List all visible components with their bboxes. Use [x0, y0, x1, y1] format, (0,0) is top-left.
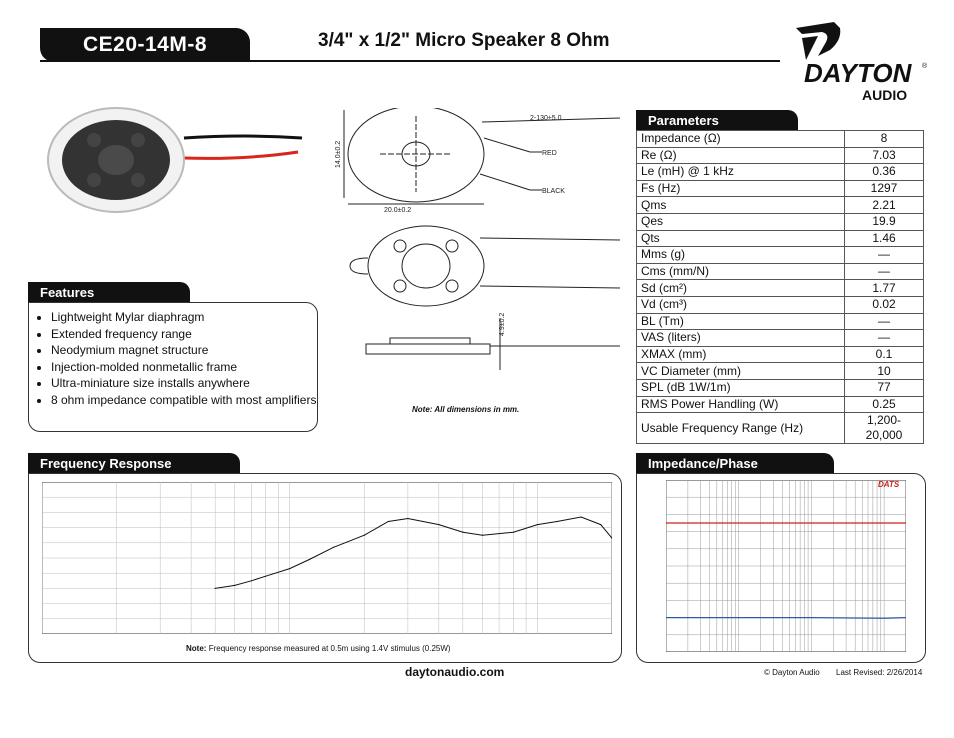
parameter-value: — — [845, 313, 924, 330]
parameter-value: 10 — [845, 363, 924, 380]
response-point — [289, 568, 290, 569]
page-title: 3/4" x 1/2" Micro Speaker 8 Ohm — [318, 30, 610, 51]
parameter-value: 8 — [845, 131, 924, 148]
frequency-response-chart — [42, 482, 612, 634]
feature-item: • 8 ohm impedance compatible with most amplifiers — [51, 392, 317, 409]
logo-dayton: DAYTON — [804, 58, 912, 88]
response-point — [438, 524, 439, 525]
parameter-value: 7.03 — [845, 147, 924, 164]
response-point — [364, 535, 365, 536]
parameter-label: Re (Ω) — [637, 147, 845, 164]
response-point — [388, 521, 389, 522]
parameter-row — [637, 363, 924, 380]
parameter-row — [637, 147, 924, 164]
feature-item: • Ultra-miniature size installs anywhere — [51, 375, 317, 392]
impedance-phase-tab-label: Impedance/Phase — [648, 455, 758, 471]
parameter-value: 19.9 — [845, 213, 924, 230]
parameter-label: Usable Frequency Range (Hz) — [637, 413, 845, 444]
response-point — [462, 532, 463, 533]
product-photo — [44, 104, 304, 222]
response-point — [600, 524, 601, 525]
parameter-row — [637, 296, 924, 313]
frequency-response-note — [186, 644, 451, 653]
parameter-row — [637, 131, 924, 148]
parameter-label: Qes — [637, 213, 845, 230]
dim-height: 14.0±0.2 — [335, 140, 342, 168]
dimension-note: Note: All dimensions in mm. — [412, 405, 520, 414]
parameter-row — [637, 379, 924, 396]
parameter-row — [637, 346, 924, 363]
feature-item: • Lightweight Mylar diaphragm — [51, 309, 317, 326]
parameter-value: 1,200-20,000 — [845, 413, 924, 444]
parameter-row — [637, 313, 924, 330]
website-url[interactable]: daytonaudio.com — [405, 665, 505, 679]
response-point — [513, 532, 514, 533]
parameter-label: Impedance (Ω) — [637, 131, 845, 148]
features-list — [29, 309, 317, 409]
parameter-value: 1.46 — [845, 230, 924, 247]
wire-label-black: BLACK — [542, 188, 565, 195]
note-label: Note: — [186, 644, 207, 653]
phase-curve — [666, 618, 906, 619]
features-tab — [28, 282, 190, 302]
note-text: Frequency response measured at 0.5m using 1.4V stimulus (0.25W) — [208, 644, 451, 653]
copyright: © Dayton Audio — [764, 668, 820, 677]
parameter-row — [637, 164, 924, 181]
logo-audio: AUDIO — [862, 87, 908, 103]
logo-registered: ® — [922, 63, 928, 70]
wire-label-red: RED — [542, 150, 557, 157]
logo-arrow — [802, 36, 818, 60]
parameter-value: 0.02 — [845, 296, 924, 313]
header-rule — [40, 60, 780, 62]
parameter-row — [637, 213, 924, 230]
parameter-label: Qts — [637, 230, 845, 247]
response-point — [333, 547, 334, 548]
parameter-value: 1297 — [845, 180, 924, 197]
response-point — [537, 524, 538, 525]
response-point — [556, 521, 557, 522]
feature-item: • Neodymium magnet structure — [51, 342, 317, 359]
model-number-tab — [40, 28, 250, 62]
response-point — [309, 559, 310, 560]
parameter-value: — — [845, 330, 924, 347]
parameter-label: Vd (cm³) — [637, 296, 845, 313]
frequency-response-tab — [28, 453, 240, 473]
parameter-label: VAS (liters) — [637, 330, 845, 347]
parameter-label: RMS Power Handling (W) — [637, 396, 845, 413]
response-point — [482, 535, 483, 536]
dim-width: 20.0±0.2 — [384, 207, 412, 214]
parameter-value: 0.1 — [845, 346, 924, 363]
parameter-value: 2.21 — [845, 197, 924, 214]
frequency-response-tab-label: Frequency Response — [40, 455, 172, 471]
parameters-table — [636, 130, 924, 444]
parameter-label: XMAX (mm) — [637, 346, 845, 363]
wire-red — [184, 152, 298, 158]
parameter-label: VC Diameter (mm) — [637, 363, 845, 380]
parameter-label: BL (Tm) — [637, 313, 845, 330]
parameters-tab — [636, 110, 798, 130]
features-tab-label: Features — [40, 284, 95, 300]
parameter-value: 0.25 — [845, 396, 924, 413]
parameter-value: 1.77 — [845, 280, 924, 297]
last-revised: Last Revised: 2/26/2014 — [836, 668, 923, 677]
parameter-row — [637, 247, 924, 264]
dats-brand: DATS — [878, 480, 900, 489]
parameter-label: Mms (g) — [637, 247, 845, 264]
response-point — [234, 585, 235, 586]
parameter-value: — — [845, 263, 924, 280]
parameter-label: Cms (mm/N) — [637, 263, 845, 280]
parameter-label: SPL (dB 1W/1m) — [637, 379, 845, 396]
parameter-row — [637, 180, 924, 197]
feature-item: • Extended frequency range — [51, 326, 317, 343]
dim-depth: 4.9±0.2 — [499, 312, 506, 336]
parameter-row — [637, 396, 924, 413]
parameter-row — [637, 197, 924, 214]
wire-black — [184, 136, 302, 138]
parameter-value: — — [845, 247, 924, 264]
parameter-label: Le (mH) @ 1 kHz — [637, 164, 845, 181]
parameter-label: Qms — [637, 197, 845, 214]
parameter-row — [637, 230, 924, 247]
parameter-label: Sd (cm²) — [637, 280, 845, 297]
parameter-row — [637, 280, 924, 297]
features-box — [28, 302, 318, 432]
impedance-phase-tab — [636, 453, 834, 473]
parameters-section — [636, 110, 924, 444]
impedance-phase-chart — [666, 480, 906, 652]
response-point — [251, 580, 252, 581]
parameter-row — [637, 413, 924, 444]
dimension-drawing — [330, 108, 625, 408]
dayton-audio-logo — [782, 20, 932, 106]
dim-lead-length: 2-130±5.0 — [530, 115, 562, 122]
response-point — [407, 518, 408, 519]
feature-item: • Injection-molded nonmetallic frame — [51, 359, 317, 376]
parameter-row — [637, 263, 924, 280]
response-point — [265, 576, 266, 577]
parameter-value: 0.36 — [845, 164, 924, 181]
response-point — [215, 588, 216, 589]
response-point — [580, 516, 581, 517]
model-number: CE20-14M-8 — [82, 33, 208, 56]
parameter-label: Fs (Hz) — [637, 180, 845, 197]
parameter-row — [637, 330, 924, 347]
parameter-value: 77 — [845, 379, 924, 396]
parameters-tab-label: Parameters — [648, 112, 719, 128]
